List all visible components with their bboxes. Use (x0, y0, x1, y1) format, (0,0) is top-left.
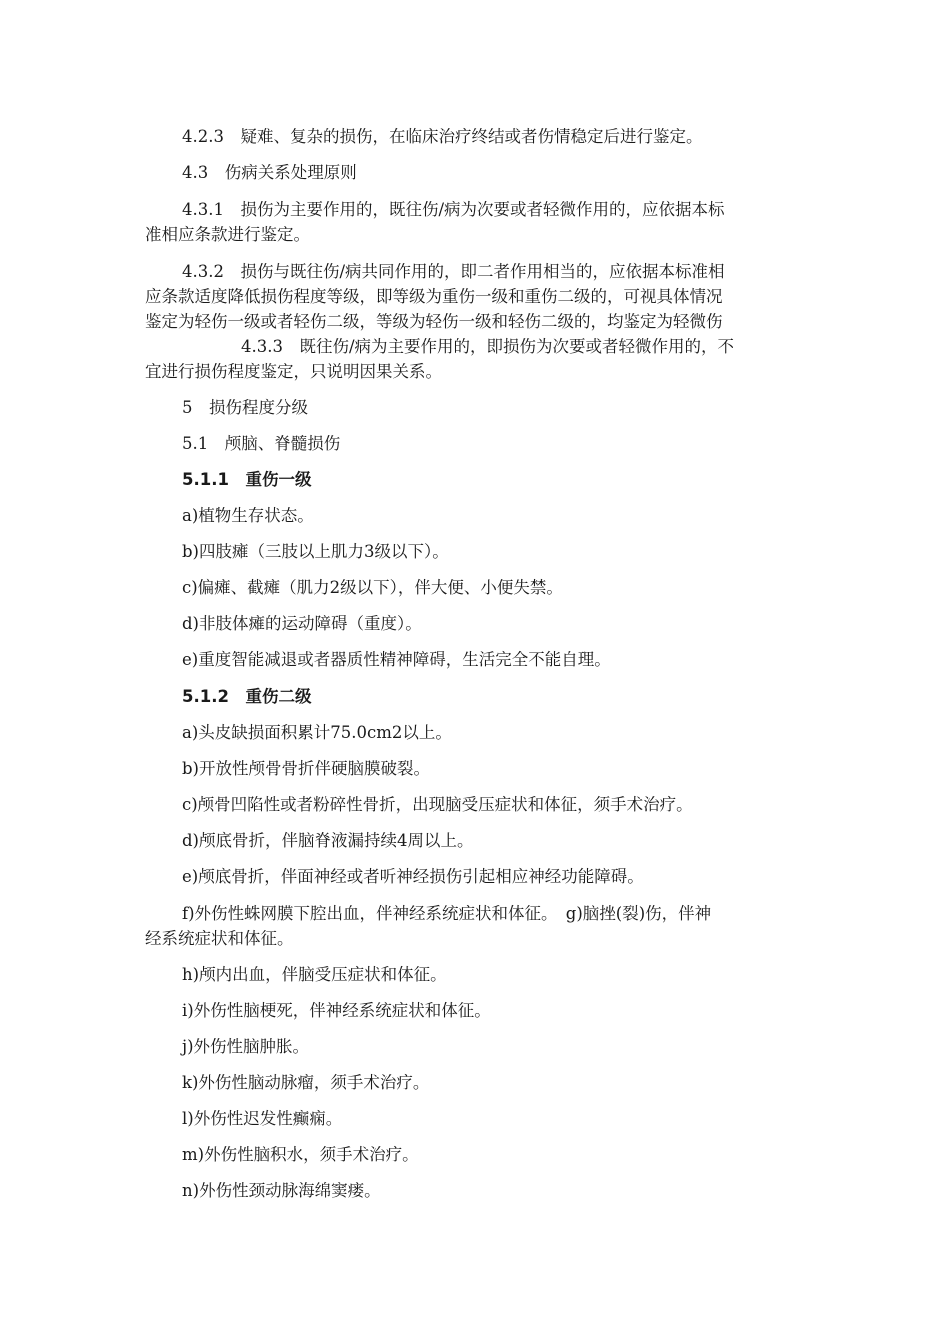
clause-4-3-3-line2: 宜进行损伤程度鉴定，只说明因果关系。 (145, 362, 442, 381)
item-5-1-2-b: b)开放性颅骨骨折伴硬脑膜破裂。 (182, 759, 430, 778)
clause-4-3-3-line1: 4.3.3 既往伤/病为主要作用的，即损伤为次要或者轻微作用的，不 (241, 337, 735, 356)
item-5-1-2-l: l)外伤性迟发性癫痫。 (182, 1109, 343, 1128)
heading-5: 5 损伤程度分级 (182, 398, 308, 417)
item-5-1-1-b: b)四肢瘫（三肢以上肌力3级以下）。 (182, 542, 449, 561)
clause-4-2-3: 4.2.3 疑难、复杂的损伤，在临床治疗终结或者伤情稳定后进行鉴定。 (182, 127, 703, 146)
heading-5-1-2: 5.1.2 重伤二级 (182, 687, 312, 706)
item-5-1-2-k: k)外伤性脑动脉瘤，须手术治疗。 (182, 1073, 430, 1092)
item-5-1-2-f-g-line2: 经系统症状和体征。 (145, 929, 294, 948)
heading-5-1: 5.1 颅脑、脊髓损伤 (182, 434, 341, 453)
heading-4-3: 4.3 伤病关系处理原则 (182, 163, 357, 182)
item-5-1-2-f-g-line1: f)外伤性蛛网膜下腔出血，伴神经系统症状和体征。 g)脑挫(裂)伤，伴神 (182, 904, 712, 923)
item-5-1-2-e: e)颅底骨折，伴面神经或者听神经损伤引起相应神经功能障碍。 (182, 867, 644, 886)
item-5-1-2-i: i)外伤性脑梗死，伴神经系统症状和体征。 (182, 1001, 491, 1020)
item-5-1-2-j: j)外伤性脑肿胀。 (182, 1037, 310, 1056)
item-5-1-2-h: h)颅内出血，伴脑受压症状和体征。 (182, 965, 447, 984)
clause-4-3-1-line1: 4.3.1 损伤为主要作用的，既往伤/病为次要或者轻微作用的，应依据本标 (182, 200, 725, 219)
item-5-1-1-e: e)重度智能减退或者器质性精神障碍，生活完全不能自理。 (182, 650, 611, 669)
item-5-1-1-a: a)植物生存状态。 (182, 506, 314, 525)
clause-4-3-1-line2: 准相应条款进行鉴定。 (145, 225, 310, 244)
clause-4-3-2-line2: 应条款适度降低损伤程度等级，即等级为重伤一级和重伤二级的，可视具体情况 (145, 287, 723, 306)
clause-4-3-2-line1: 4.3.2 损伤与既往伤/病共同作用的，即二者作用相当的，应依据本标准相 (182, 262, 725, 281)
item-5-1-2-c: c)颅骨凹陷性或者粉碎性骨折，出现脑受压症状和体征，须手术治疗。 (182, 795, 693, 814)
item-5-1-2-n: n)外伤性颈动脉海绵窦瘘。 (182, 1181, 381, 1200)
clause-4-3-2-line3: 鉴定为轻伤一级或者轻伤二级，等级为轻伤一级和轻伤二级的，均鉴定为轻微伤 (145, 312, 723, 331)
item-5-1-2-m: m)外伤性脑积水，须手术治疗。 (182, 1145, 419, 1164)
item-5-1-1-c: c)偏瘫、截瘫（肌力2级以下），伴大便、小便失禁。 (182, 578, 563, 597)
item-5-1-2-a: a)头皮缺损面积累计75.0cm2以上。 (182, 723, 452, 742)
item-5-1-1-d: d)非肢体瘫的运动障碍（重度）。 (182, 614, 422, 633)
item-5-1-2-d: d)颅底骨折，伴脑脊液漏持续4周以上。 (182, 831, 474, 850)
heading-5-1-1: 5.1.1 重伤一级 (182, 470, 312, 489)
